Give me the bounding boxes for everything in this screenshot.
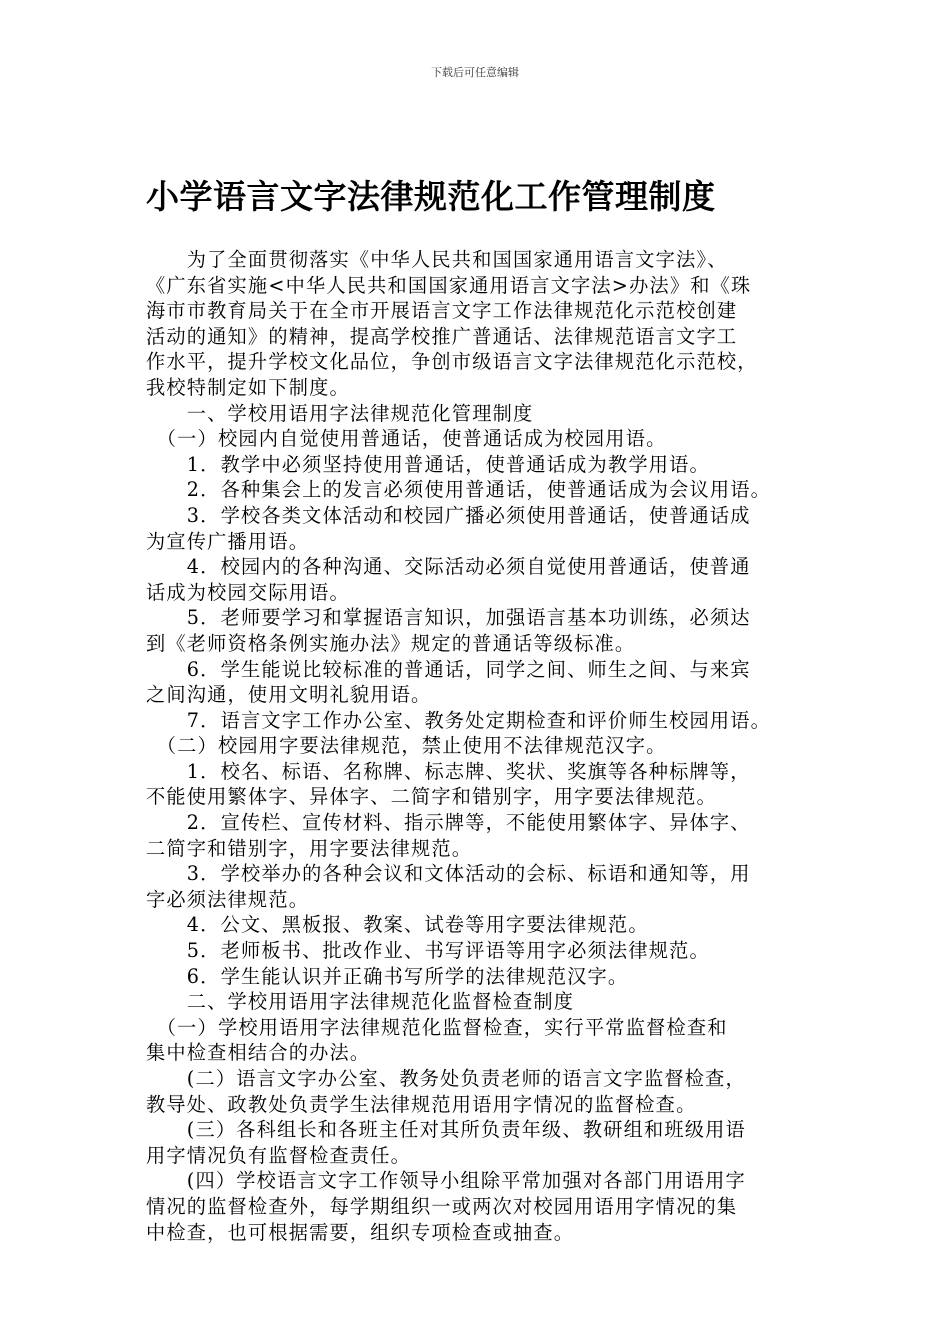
body-line: (三）各科组长和各班主任对其所负责年级、教研组和班级用语 [146, 1118, 746, 1142]
body-line: 一、学校用语用字法律规范化管理制度 [146, 401, 534, 425]
body-line: 教导处、政教处负责学生法律规范用语用字情况的监督检查。 [146, 1092, 697, 1116]
body-line: 中检查，也可根据需要，组织专项检查或抽查。 [146, 1220, 575, 1244]
body-line: 不能使用繁体字、异体字、二简字和错别字，用字要法律规范。 [146, 785, 717, 809]
body-line: 话成为校园交际用语。 [146, 580, 350, 604]
body-line: （二）校园用字要法律规范，禁止使用不法律规范汉字。 [146, 734, 667, 758]
body-line: 3．学校举办的各种会议和文体活动的会标、标语和通知等，用 [146, 862, 751, 886]
body-line: 情况的监督检查外，每学期组织一或两次对校园用语用字情况的集 [146, 1194, 738, 1218]
body-line: 1．校名、标语、名称牌、标志牌、奖状、奖旗等各种标牌等， [146, 759, 751, 783]
body-line: 海市市教育局关于在全市开展语言文字工作法律规范化示范校创建 [146, 299, 738, 323]
body-line: 1．教学中必须坚持使用普通话，使普通话成为教学用语。 [146, 452, 710, 476]
body-line: 3．学校各类文体活动和校园广播必须使用普通话，使普通话成 [146, 503, 751, 527]
body-line: 我校特制定如下制度。 [146, 375, 350, 399]
body-line: 字必须法律规范。 [146, 887, 310, 911]
page-header: 下载后可任意编辑 [431, 66, 519, 79]
body-line: 为了全面贯彻落实《中华人民共和国国家通用语言文字法》、 [146, 248, 728, 271]
body-line: 5．老师要学习和掌握语言知识，加强语言基本功训练，必须达 [146, 606, 751, 630]
body-line: 二简字和错别字，用字要法律规范。 [146, 836, 473, 860]
body-line: 《广东省实施<中华人民共和国国家通用语言文字法>办法》和《珠 [146, 273, 752, 297]
body-line: 二、学校用语用字法律规范化监督检查制度 [146, 990, 575, 1014]
document-title: 小学语言文字法律规范化工作管理制度 [146, 177, 716, 216]
body-line: 7．语言文字工作办公室、教务处定期检查和评价师生校园用语。 [146, 708, 772, 732]
body-line: (四）学校语言文字工作领导小组除平常加强对各部门用语用字 [146, 1169, 746, 1193]
body-line: 4．公文、黑板报、教案、试卷等用字要法律规范。 [146, 913, 649, 937]
body-line: 为宣传广播用语。 [146, 529, 310, 553]
body-line: 活动的通知》的精神，提高学校推广普通话、法律规范语言文字工 [146, 324, 738, 348]
body-line: 集中检查相结合的办法。 [146, 1041, 371, 1065]
document-body [146, 247, 806, 1245]
body-line: 6．学生能说比较标准的普通话，同学之间、师生之间、与来宾 [146, 657, 751, 681]
body-line: 2．宣传栏、宣传材料、指示牌等，不能使用繁体字、异体字、 [146, 811, 751, 835]
body-line: （一）学校用语用字法律规范化监督检查，实行平常监督检查和 [146, 1015, 728, 1039]
body-line: 到《老师资格条例实施办法》规定的普通话等级标准。 [146, 631, 636, 655]
body-line: 4．校园内的各种沟通、交际活动必须自觉使用普通话，使普通 [146, 555, 751, 579]
body-line: 作水平，提升学校文化品位，争创市级语言文字法律规范化示范校， [146, 350, 758, 374]
body-line: (二）语言文字办公室、教务处负责老师的语言文字监督检查， [146, 1067, 746, 1090]
body-line: 之间沟通，使用文明礼貌用语。 [146, 683, 432, 707]
body-line: （一）校园内自觉使用普通话，使普通话成为校园用语。 [146, 427, 667, 451]
body-line: 用字情况负有监督检查责任。 [146, 1143, 412, 1167]
body-line: 5．老师板书、批改作业、书写评语等用字必须法律规范。 [146, 939, 710, 963]
body-line: 2．各种集会上的发言必须使用普通话，使普通话成为会议用语。 [146, 478, 772, 502]
body-line: 6．学生能认识并正确书写所学的法律规范汉字。 [146, 964, 629, 988]
